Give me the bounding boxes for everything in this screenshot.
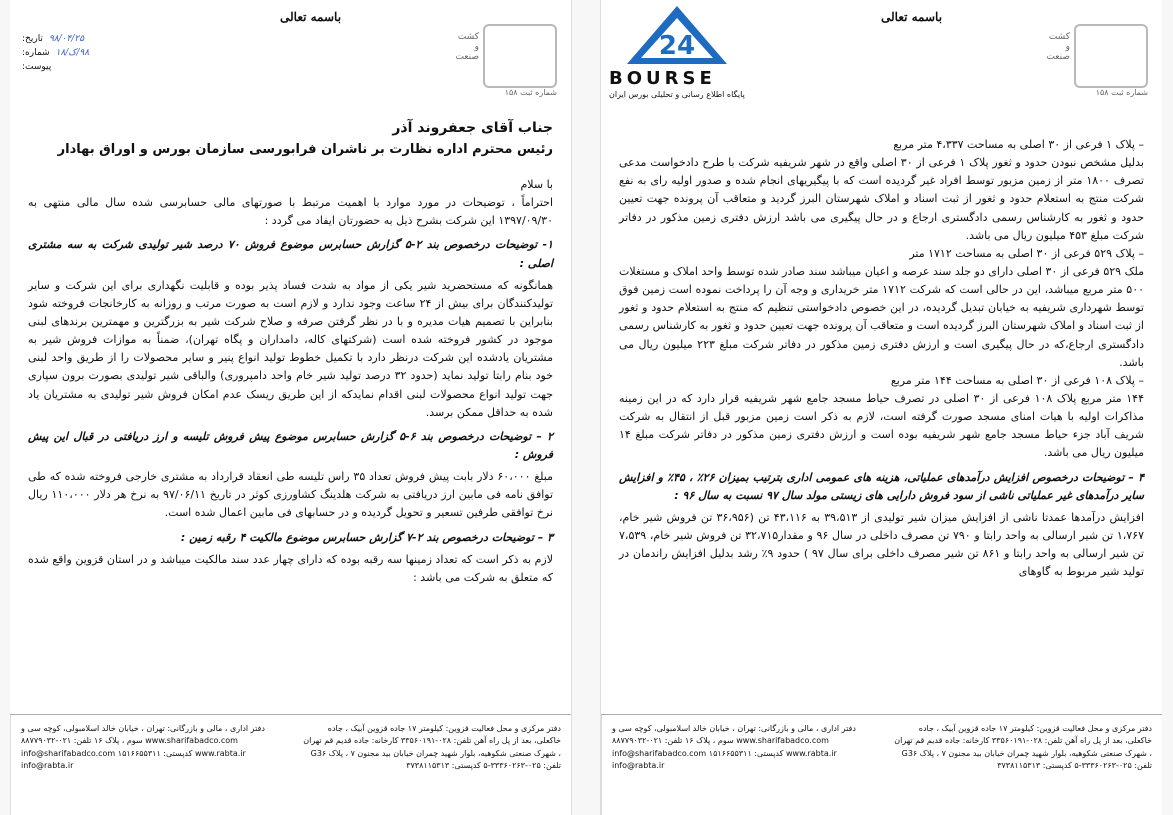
bourse-word: BOURSE (609, 68, 716, 89)
attachment-label: پیوست: (22, 62, 52, 72)
svg-text:24: 24 (658, 31, 696, 61)
section-paragraph-2: مبلغ ۶۰،۰۰۰ دلار بابت پیش فروش تعداد ۳۵ راس تلیسه طی انعقاد قرارداد به مشتری خارجی فروخته شده که طی توافق نامه فی مابین ارز دریافتی به شرکت هلدینگ کشاورزی کوثر در تاریخ ۹۷/۰۶/۱۱ به نرخ هر دلار ۱۱۰،۰۰۰ ریال نرخ توافقی طرفین تسعیر و تحویل گردیده و در حسابهای فی مابین اعمال شده است. (28, 470, 553, 520)
plot-heading-1: – پلاک ۱ فرعی از ۳۰ اصلی به مساحت ۴،۳۳۷ متر مربع (893, 138, 1144, 151)
number-value: ۹۸/ک/۱۸ (55, 48, 90, 58)
number-row (22, 48, 162, 58)
letter-meta (22, 34, 162, 76)
footer-left: دفتر اداری ، مالی و بازرگانی: تهران ، خیابان خالد اسلامبولی، کوچه سی و سوم ، پلاک ۱۶ تلفن: ۰۲۱-۸۸۷۷۹۰۳۲ www.sharifabadco.com info@sharifabadco.com کدپستی: ۱۵۱۶۶۵۵۳۱۱ www.rabta.ir info@rabta.ir (10, 715, 291, 815)
besm-heading: باسمه تعالی (881, 10, 943, 24)
section-heading-3: ۳ – توضیحات درخصوص بند ۲-۷ گزارش حسابرس موضوع مالکیت ۴ رقبه زمین : (180, 530, 553, 544)
company-logo (455, 24, 557, 97)
logo-frame (1074, 24, 1148, 88)
letter-footer (10, 714, 571, 815)
section-paragraph-1: همانگونه که مستحضرید شیر یکی از مواد به شدت فساد پذیر بوده و قابلیت نگهداری برای این شرکت و سایر تولیدکنندگان برای بیش از ۲۴ ساعت وجود ندارد و لازم است به صورت مرتب و روزانه به کارخانجات فروخته شود بنابراین با تصمیم هیات مدیره و با در نظر گرفتن صرفه و صلاح شرکت شیر به بزرگترین و مهمترین برندهای لبنی موجود در کشور فروخته شده است (شرکتهای کاله، دامداران و پگاه تهران)، ضمناً به موازات فروش شیر به مشتریان یادشده این شرکت درنظر دارد با تکمیل خطوط تولید انواع پنیر و سایر محصولات را از طریق واحد لبنی خود بنام رابتا تولید نماید (حدود ۳۲ درصد تولید شیر خام واحد دامپروری) والباقی شیر تولیدی بصورت برون سپاری جهت تولید انواع محصولات لبنی اقدام نمایدکه از این طریق ریسک عدم امکان فروش شیر تولیدی به مشتریان یاد شده به حداقل ممکن برسد. (28, 278, 554, 419)
date-label: تاریخ: (22, 34, 43, 44)
plot-paragraph-1: بدلیل مشخص نبودن حدود و ثغور پلاک ۱ فرعی از ۳۰ اصلی واقع در شهر شریفیه شرکت با طرح دادخواست مدعی تصرف ۱۸۰۰ متر از زمین مزبور توسط افراد غیر گردیده است که با پیگیریهای انجام شده و صدور اولیه رای به نفع شرکت منتج به استعلام حدود و ثغور از ثبت اسناد و املاک شهرستان البرز گردید و متعاقب آن پرونده جهت تعیین حدود و ثغور به کارشناس رسمی دادگستری ارجاع و در حال پیگیری می باشد ارزش دفتری زمین مذکور در دفاتر شرکت مبلغ ۴۵۳ میلیون ریال می باشد. (619, 156, 1144, 242)
footer-left: دفتر اداری ، مالی و بازرگانی: تهران ، خیابان خالد اسلامبولی، کوچه سی و سوم ، پلاک ۱۶ تلفن: ۰۲۱-۸۸۷۷۹۰۳۲ www.sharifabadco.com info@sharifabadco.com کدپستی: ۱۵۱۶۶۵۵۳۱۱ www.rabta.ir info@rabta.ir (601, 715, 882, 815)
section-heading-2: ۲ – توضیحات درخصوص بند ۶-۵ گزارش حسابرس موضوع پیش فروش تلیسه و ارز دریافتی در قبال این پیش فروش : (28, 429, 554, 461)
bourse-logo (609, 6, 749, 100)
plot-heading-3: – پلاک ۱۰۸ فرعی از ۳۰ اصلی به مساحت ۱۴۴ متر مربع (890, 373, 1144, 387)
intro-paragraph: احتراماً ، توضیحات در مورد موارد با اهمیت مرتبط با صورتهای مالی حسابرسی شده سال مالی منتهی به ۱۳۹۷/۰۹/۳۰ این شرکت بشرح ذیل به حضورتان ایفاد می گردد : (28, 196, 553, 228)
letter-footer (601, 714, 1162, 815)
section-heading-4: ۴ – توضیحات درخصوص افزایش درآمدهای عملیاتی، هزینه های عمومی اداری بترتیب بمیزان ۲۶٪ ، ۴۵٪ و افزایش سایر درآمدهای غیر عملیاتی ناشی از سود فروش دارایی های زیستی مولد سال ۹۷ نسبت به سال ۹۶ : (619, 470, 1144, 502)
company-logo (1046, 24, 1148, 97)
letter-body (10, 176, 571, 587)
recipient-block (10, 120, 571, 157)
plot-heading-2: – پلاک ۵۲۹ فرعی از ۳۰ اصلی به مساحت ۱۷۱۲ متر (909, 246, 1144, 260)
recipient-title: رئیس محترم اداره نظارت بر ناشران فرابورسی سازمان بورس و اوراق بهادار (57, 142, 553, 157)
letter-page-1 (10, 0, 572, 815)
date-value: ۹۸/۰۴/۲۵ (48, 34, 85, 44)
greeting: با سلام (520, 178, 553, 191)
recipient-name: جناب آقای جعفروند آذر (392, 120, 553, 136)
logo-frame (483, 24, 557, 88)
bourse-triangle-icon (627, 6, 727, 64)
brand-small: کشت و صنعت (1046, 32, 1070, 62)
footer-right: دفتر مرکزی و محل فعالیت قزوین: کیلومتر ۱۷ جاده قزوین آبیک ، جاده خاکعلی، بعد از پل راه آهن تلفن: ۰۲۸-۳۳۵۶۰۱۹۱ کارخانه: جاده قدیم قم تهران ، شهرک صنعتی شکوهیه، بلوار شهید چمران خیابان بید مجنون ۷ ، پلاک G3۶ تلفن: ۰۲۵-۳۳۳۶۰۲۶۳-۵ کدپستی: ۳۷۳۸۱۱۵۳۱۳ (303, 724, 561, 771)
logo-caption: شماره ثبت ۱۵۸ (504, 88, 557, 97)
footer-right: دفتر مرکزی و محل فعالیت قزوین: کیلومتر ۱۷ جاده قزوین آبیک ، جاده خاکعلی، بعد از پل راه آهن تلفن: ۰۲۸-۳۳۵۶۰۱۹۱ کارخانه: جاده قدیم قم تهران ، شهرک صنعتی شکوهیه، بلوار شهید چمران خیابان بید مجنون ۷ ، پلاک G3۶ تلفن: ۰۲۵-۳۳۳۶۰۲۶۳-۵ کدپستی: ۳۷۳۸۱۱۵۳۱۳ (894, 724, 1152, 771)
date-row (22, 34, 162, 44)
section-paragraph-3: لازم به ذکر است که تعداد زمینها سه رقبه بوده که دارای چهار عدد سند مالکیت میباشد و در استان قزوین واقع شده که متعلق به شرکت می باشد : (28, 552, 553, 584)
brand-small: کشت و صنعت (455, 32, 479, 62)
letter-body (601, 136, 1162, 581)
number-label: شماره: (22, 48, 50, 58)
bourse-subtitle: پایگاه اطلاع رسانی و تحلیلی بورس ایران (609, 90, 745, 99)
logo-caption: شماره ثبت ۱۵۸ (1095, 88, 1148, 97)
letter-page-2 (600, 0, 1162, 815)
plot-paragraph-2: ملک ۵۲۹ فرعی از ۳۰ اصلی دارای دو جلد سند عرصه و اعیان میباشد سند صادر شده توسط واحد املاک و مستغلات ۵۰۰ متر مربع میباشد، این در حالی است که شرکت ۱۷۱۲ متر خریداری و وجه آن را پرداخت نموده است زمین فوق توسط شهرداری شریفیه به خیابان تبدیل گردیده، در این خصوص دادخواستی تنظیم که منتج به استعلام حدود و ثغور از ثبت اسناد و املاک شهرستان البرز گردیده است و متعاقب آن پرونده جهت تعیین حدود و ثغور به کارشناس رسمی دادگستری ارجاع،که در حال پیگیری است و ارزش دفتری زمین مذکور در دفاتر شرکت مبلغ ۲۲۳ میلیون ریال می باشد. (619, 264, 1145, 369)
section-paragraph-4: افزایش درآمدها عمدتا ناشی از افزایش میزان شیر تولیدی از ۳۹،۵۱۳ به ۴۳،۱۱۶ تن (۳۶،۹۵۶ تن فروش شیر خام، ۱،۷۶۷ تن شیر ارسالی به واحد رابتا و ۷۹۰ تن مصرف داخلی در سال ۹۶ و مقدار۳۲،۷۱۵ تن فروش شیر خام، ۷،۵۳۹ تن شیر ارسالی به واحد رابتا و ۸۶۱ تن شیر مصرف داخلی برای سال ۹۷ ) حدود ۹٪ رشد بدلیل افزایش راندمان در تولید شیر مربوط به گاوهای (619, 510, 1144, 579)
section-heading-1: ۱- توضیحات درخصوص بند ۲-۵ گزارش حسابرس موضوع فروش ۷۰ درصد شیر تولیدی شرکت به سه مشتری اصلی : (28, 238, 553, 270)
plot-paragraph-3: ۱۴۴ متر مربع پلاک ۱۰۸ فرعی از ۳۰ اصلی در تصرف حیاط مسجد جامع شهر شریفیه قرار دارد که در این زمینه مذاکرات اولیه با هیات امنای مسجد صورت گرفته است، لازم به ذکر است زمین مزبور قبل از انتقال به شرکت شریف آباد جزء حیاط مسجد جامع شهر شریفیه بوده است و ارزش دفتری زمین مذکور در دفاتر شرکت مبلغ ۱۴ میلیون ریال می باشد. (619, 391, 1144, 460)
attachment-row (22, 62, 162, 72)
besm-heading: باسمه تعالی (280, 10, 342, 24)
